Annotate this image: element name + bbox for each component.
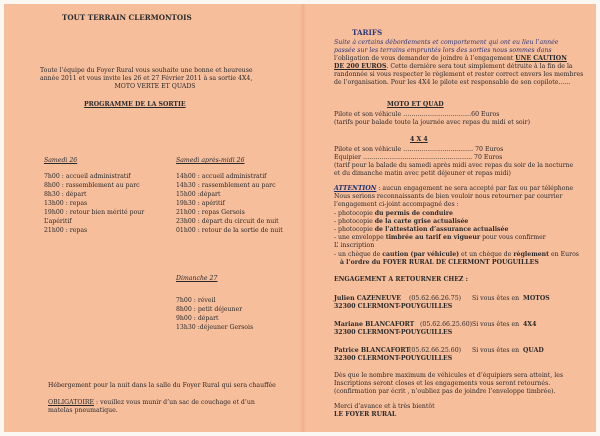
obligatoire-line bbox=[48, 399, 255, 407]
samedi-am-item: 15h00 :départ bbox=[176, 191, 221, 198]
closing-line: Dès que le nombre maximum de véhicules et d’équipiers sera atteint, les bbox=[334, 372, 564, 379]
doc-bold: du permis de conduire bbox=[374, 210, 453, 217]
samedi-item: 7h00 : accueil administratif bbox=[44, 173, 131, 180]
samedi-title: Samedi 26 bbox=[44, 157, 78, 164]
contact-type: 4X4 bbox=[523, 321, 537, 328]
contact-note: Si vous êtes en bbox=[472, 295, 520, 302]
doc-pre: - photocopie bbox=[334, 226, 375, 233]
dimanche-title: Dimanche 27 bbox=[176, 275, 218, 282]
tarifs-more: randonnée si vous respecter le règlement et rester correct envers les membres bbox=[334, 71, 584, 78]
tarifs-line-4 bbox=[334, 63, 573, 71]
contact-addr: 32300 CLERMONT-POUYGUILLES bbox=[334, 329, 453, 336]
doc-bold: timbrée au tarif en vigueur bbox=[385, 234, 481, 241]
attention-line bbox=[334, 185, 573, 193]
tarifs-intro-1: Suite à certains débordements et comportement qui ont eu lieu l’année bbox=[334, 39, 559, 46]
obligatoire-label: OBLIGATOIRE bbox=[48, 399, 95, 406]
programme-title: PROGRAMME DE LA SORTIE bbox=[84, 101, 186, 108]
doc-item bbox=[334, 218, 468, 226]
engagement-title: ENGAGEMENT A RETOURNER CHEZ : bbox=[334, 276, 468, 283]
caution-text: UNE CAUTION bbox=[515, 55, 567, 62]
doc-bold: de l’attestation d’assurance actualisée bbox=[374, 226, 509, 233]
moto-line: Pilote et son véhicule ……………………………60 Euros bbox=[334, 111, 500, 118]
doc-item bbox=[340, 259, 539, 267]
intro-line-1: Toute l’équipe du Foyer Rural vous souhaite une bonne et heureuse bbox=[40, 67, 253, 74]
fold-line bbox=[300, 4, 306, 432]
samedi-item: 8h30 : départ bbox=[44, 191, 87, 198]
samedi-item: 19h00 : retour bien mérité pour bbox=[44, 209, 145, 216]
samedi-item: L’apéritif bbox=[44, 218, 72, 225]
signature: LE FOYER RURAL bbox=[334, 411, 397, 418]
contact-name: Mariane BLANCAFORT bbox=[334, 321, 415, 328]
samedi-am-item: 14h30 : rassemblement au parc bbox=[176, 182, 276, 189]
doc-bold: caution (par véhicule) bbox=[382, 251, 460, 258]
tarifs-line-4b: . Cette dernière sera tout simplement détruite à la fin de la bbox=[386, 63, 573, 70]
contact-type: MOTOS bbox=[523, 295, 550, 302]
moto-line: (tarifs pour balade toute la journée avec repas du midi et soir) bbox=[334, 119, 530, 126]
intro-line-3: MOTO VERTE ET QUADS bbox=[114, 83, 196, 90]
samedi-am-item: 21h00 : repas Gersois bbox=[176, 209, 245, 216]
doc-item bbox=[334, 234, 546, 242]
contact-row bbox=[334, 295, 401, 303]
contact-note: Si vous êtes en bbox=[472, 347, 520, 354]
x4-line: Equipier …………………………………………….. 70 Euros bbox=[334, 154, 503, 161]
contact-note: Si vous êtes en bbox=[472, 321, 520, 328]
samedi-am-item: 01h00 : retour de la sortie de nuit bbox=[176, 227, 283, 234]
reglement-word: règlement bbox=[513, 251, 550, 258]
doc-pre: - photocopie bbox=[334, 218, 375, 225]
tarifs-intro-2: passée sur les terrains empruntés lors des sorties nous sommes dans bbox=[334, 47, 552, 54]
doc-item bbox=[334, 242, 374, 250]
contact-name: Patrice BLANCAFORT bbox=[334, 347, 411, 354]
attention-more: l’engagement ci-joint accompagné des : bbox=[334, 201, 459, 208]
obligatoire-text: : veuillez vous munir d’un sac de couchage et d’un bbox=[94, 399, 255, 406]
moto-title: MOTO ET QUAD bbox=[387, 101, 444, 108]
doc-pre: - un chèque de bbox=[334, 251, 383, 258]
flyer-sheet bbox=[4, 4, 596, 432]
x4-line: et du dimanche matin avec petit déjeuner et repas midi) bbox=[334, 170, 511, 177]
samedi-am-item: 19h30 : apéritif bbox=[176, 200, 225, 207]
doc-post: et un chèque de bbox=[459, 251, 514, 258]
contact-addr: 32300 CLERMONT-POUYGUILLES bbox=[334, 303, 453, 310]
attention-text: : aucun engagement ne sera accepté par fax ou par téléphone bbox=[376, 185, 574, 192]
x4-line: (tarif pour la balade du samedi après midi avec repas du soir de la nocturne bbox=[334, 162, 574, 169]
dimanche-item: 9h00 : départ bbox=[176, 315, 219, 322]
contact-type: QUAD bbox=[523, 347, 544, 354]
obligatoire-line-2: matelas pneumatique. bbox=[48, 407, 118, 414]
samedi-am-title: Samedi après-midi 26 bbox=[176, 157, 245, 164]
hebergement-note: Hébergement pour la nuit dans la salle du Foyer Rural qui sera chauffée bbox=[48, 382, 276, 389]
doc-pre: - une enveloppe bbox=[334, 234, 386, 241]
doc-item bbox=[334, 226, 508, 234]
doc-bold: de la carte grise actualisée bbox=[374, 218, 469, 225]
tarifs-more: de l’organisation. Pour les 4X4 le pilote est responsable de son copilote...... bbox=[334, 79, 571, 86]
samedi-am-item: 23h00 : départ du circuit de nuit bbox=[176, 218, 279, 225]
dimanche-item: 8h00 : petit déjeuner bbox=[176, 306, 243, 313]
samedi-item: 21h00 : repas bbox=[44, 227, 88, 234]
contact-row bbox=[334, 347, 410, 355]
attention-label: ATTENTION bbox=[334, 185, 377, 192]
contact-addr: 32300 CLERMONT-POUYGUILLES bbox=[334, 355, 453, 362]
tarifs-title: TARIFS bbox=[352, 28, 383, 37]
tarifs-line-3 bbox=[334, 55, 567, 63]
dimanche-item: 7h00 : réveil bbox=[176, 297, 216, 304]
intro-line-2: année 2011 et vous invite les 26 et 27 Février 2011 à sa sortie 4X4, bbox=[40, 75, 253, 82]
doc-bold: à l’ordre du FOYER RURAL DE CLERMONT POUGUILLES bbox=[340, 259, 539, 266]
merci-line: Merci d’avance et à très bientôt bbox=[334, 403, 435, 410]
doc-pre: - photocopie bbox=[334, 210, 375, 217]
contact-name: Julien CAZENEUVE bbox=[334, 295, 401, 302]
attention-more: Nous serions reconnaissants de bien vouloir nous retourner par courrier bbox=[334, 193, 563, 200]
flyer-title: TOUT TERRAIN CLERMONTOIS bbox=[62, 13, 192, 22]
samedi-am-item: 14h00 : accueil administratif bbox=[176, 173, 267, 180]
tarifs-line-3a: l’obligation de vous demander de joindre à l’engagement bbox=[334, 55, 516, 62]
doc-post: pour vous confirmer bbox=[480, 234, 546, 241]
closing-line: (confirmation par écrit , n’oubliez pas de joindre l’enveloppe timbrée). bbox=[334, 388, 556, 395]
closing-line: Inscriptions seront closes et les engagements vous seront retournés. bbox=[334, 380, 551, 387]
doc-item bbox=[334, 210, 453, 218]
samedi-item: 13h00 : repas bbox=[44, 200, 88, 207]
contact-phone: (05.62.66.25.60) bbox=[409, 347, 462, 354]
reglement-post: en Euros bbox=[549, 251, 579, 258]
x4-line: Pilote et son véhicule ……………………………. 70 Euros bbox=[334, 146, 504, 153]
caution-amount: DE 200 EUROS bbox=[334, 63, 387, 70]
contact-phone: (05.62.66.25.60) bbox=[420, 321, 473, 328]
samedi-item: 8h00 : rassemblement au parc bbox=[44, 182, 140, 189]
doc-item bbox=[334, 251, 579, 259]
doc-pre: L’ inscription bbox=[334, 242, 375, 249]
contact-row bbox=[334, 321, 414, 329]
contact-phone: (05.62.66.26.75) bbox=[409, 295, 462, 302]
x4-title: 4 X 4 bbox=[410, 136, 428, 143]
dimanche-item: 13h30 :déjeuner Gersois bbox=[176, 324, 254, 331]
